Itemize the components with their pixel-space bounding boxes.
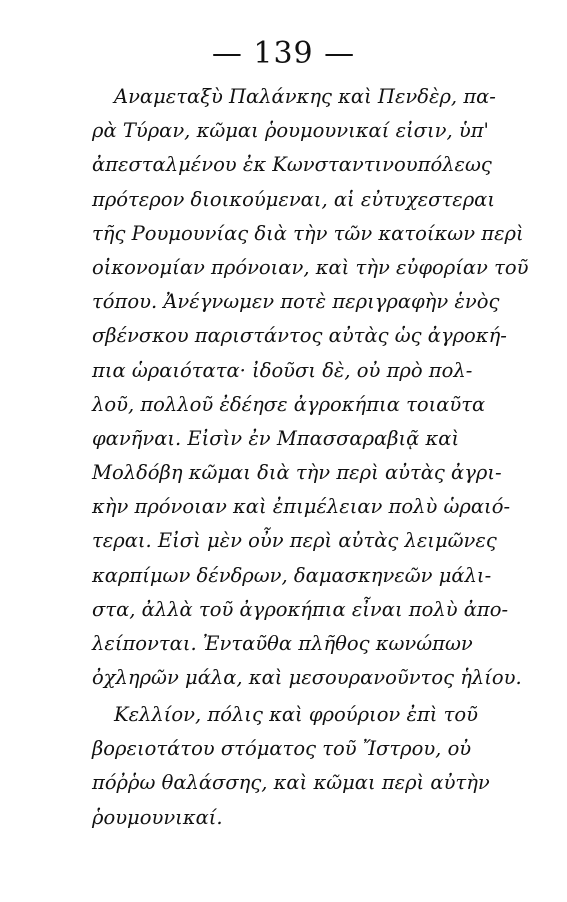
text-line: στα, ἀλλὰ τοῦ ἀγροκήπια εἶναι πολὺ ἀπο- bbox=[92, 597, 509, 621]
text-line: πόῤῥω θαλάσσης, καὶ κῶμαι περὶ αὐτὴν bbox=[92, 771, 490, 795]
text-line: ἀπεσταλμένου ἐκ Κωνσταντινουπόλεως bbox=[92, 153, 492, 177]
paragraph-2 bbox=[92, 698, 512, 835]
text-line: καρπίμων δένδρων, δαμασκηνεῶν μάλι- bbox=[92, 563, 492, 587]
text-line: ρὰ Τύραν, κῶμαι ῥουμουνικαί εἰσιν, ὑπ' bbox=[92, 119, 489, 143]
text-line: ῥουμουνικαί. bbox=[92, 805, 223, 829]
text-line: βορειοτάτου στόματος τοῦ Ἴστρου, οὐ bbox=[92, 737, 472, 761]
text-line: Μολδόβη κῶμαι διὰ τὴν περὶ αὐτὰς ἀγρι- bbox=[92, 461, 502, 485]
text-line: τῆς Ρουμουνίας διὰ τὴν τῶν κατοίκων περὶ bbox=[92, 221, 524, 245]
text-line: πια ὡραιότατα· ἰδοῦσι δὲ, οὐ πρὸ πολ- bbox=[92, 358, 473, 382]
text-line: ὀχληρῶν μάλα, καὶ μεσουρανοῦντος ἡλίου. bbox=[92, 666, 522, 690]
text-line: τόπου. Ἀνέγνωμεν ποτὲ περιγραφὴν ἑνὸς bbox=[92, 290, 500, 314]
paragraph-1 bbox=[92, 80, 529, 695]
text-line: κὴν πρόνοιαν καὶ ἐπιμέλειαν πολὺ ὡραιό- bbox=[92, 495, 511, 519]
text-line: λοῦ, πολλοῦ ἐδέησε ἀγροκήπια τοιαῦτα bbox=[92, 392, 486, 416]
text-line: Αναμεταξὺ Παλάνκης καὶ Πενδὲρ, πα- bbox=[114, 85, 496, 108]
text-line: οἰκονομίαν πρόνοιαν, καὶ τὴν εὐφορίαν τοῦ bbox=[92, 255, 529, 279]
page-number: — 139 — bbox=[211, 36, 356, 71]
text-line: πρότερον διοικούμεναι, αἱ εὐτυχεστεραι bbox=[92, 187, 495, 211]
text-line: λείπονται. Ἐνταῦθα πλῆθος κωνώπων bbox=[92, 632, 473, 655]
text-line: φανῆναι. Εἰσὶν ἐν Μπασσαραβιᾷ καὶ bbox=[92, 426, 460, 450]
text-line: σβένσκου παριστάντος αὐτὰς ὡς ἀγροκή- bbox=[92, 324, 507, 348]
text-line: Κελλίον, πόλις καὶ φρούριον ἐπὶ τοῦ bbox=[114, 703, 478, 726]
text-line: τεραι. Εἰσὶ μὲν οὖν περὶ αὐτὰς λειμῶνες bbox=[92, 529, 497, 553]
